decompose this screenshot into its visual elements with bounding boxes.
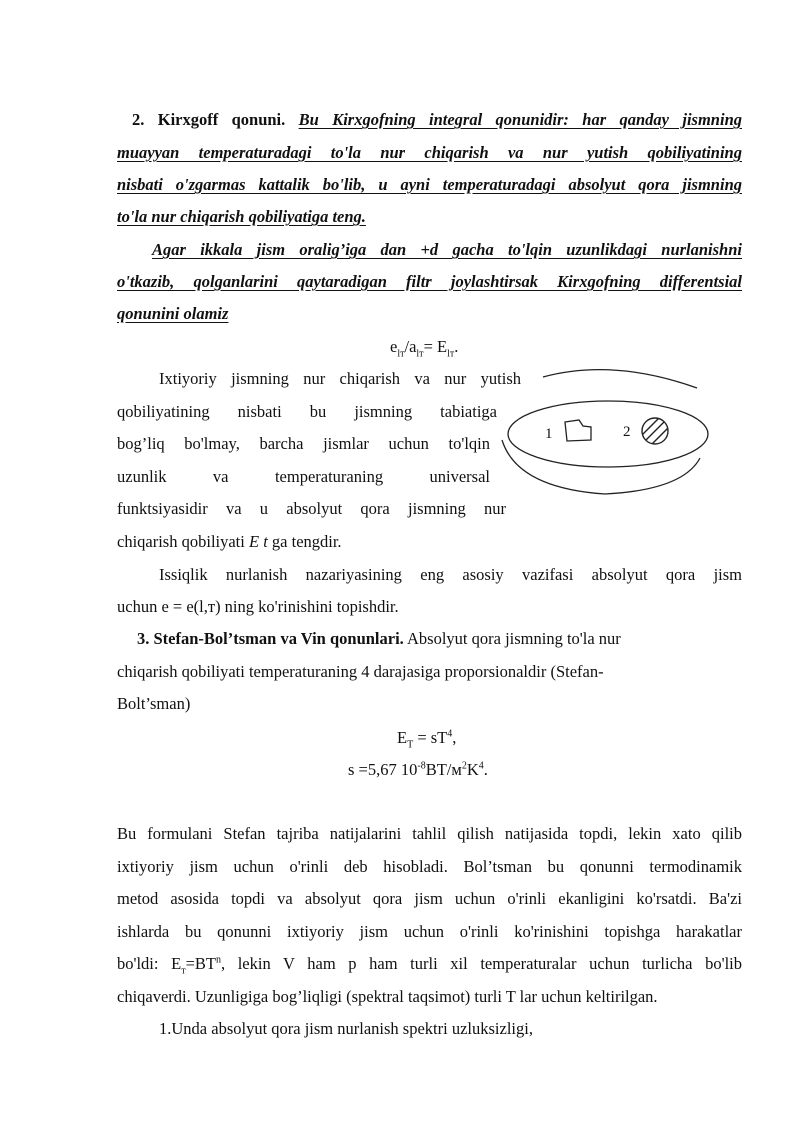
formula-part: E <box>397 728 408 747</box>
body-text-6 <box>117 531 342 553</box>
body-text-2: qobiliyatining nisbati bu jismning tabiatiga <box>117 402 497 421</box>
formula-superscript: 4 <box>478 760 484 772</box>
formula-part: BT/м <box>425 760 462 779</box>
formula-part: /a <box>404 337 417 356</box>
stefan-boltzmann-formula <box>397 727 456 749</box>
definition-text-3: nisbati o'zgarmas kattalik bo'lib, u ayni temperaturadagi absolyut qora jismning <box>117 175 742 194</box>
formula-part: = sT <box>413 728 448 747</box>
two-bodies-figure <box>495 360 720 510</box>
formula-part: . <box>483 760 488 779</box>
section3-line3: Bolt’sman) <box>117 694 191 713</box>
section3-heading: 3. Stefan-Bol’tsman va Vin qonunlari. <box>137 629 404 648</box>
formula-subscript: lт <box>397 348 405 360</box>
body-text-4: uzunlik va temperaturaning universal <box>117 467 490 486</box>
body1-label: 1 <box>545 426 553 442</box>
body2-hatching <box>630 407 680 455</box>
formula-subscript: T <box>407 739 414 751</box>
text-part: , lekin V ham p ham turli xil temperaturalar uchun turlicha bo'lib <box>220 954 743 973</box>
stefan-constant-formula <box>348 759 488 781</box>
body2-label: 2 <box>623 424 631 440</box>
formula-superscript: 2 <box>461 760 467 772</box>
task-text-1: Issiqlik nurlanish nazariyasining eng asosiy vazifasi absolyut qora jism <box>159 565 742 584</box>
text-part: ga tengdir. <box>267 532 342 551</box>
paragraph-line5 <box>117 953 742 975</box>
list-item-1: 1.Unda absolyut qora jism nurlanish spektri uzluksizligi, <box>159 1019 533 1038</box>
formula-subscript: lт <box>416 348 424 360</box>
enclosure-ellipse <box>508 401 708 467</box>
formula-subscript: lт <box>447 348 455 360</box>
body1-shape <box>565 420 591 441</box>
body-text-3: bog’liq bo'lmay, barcha jismlar uchun to'lqin <box>117 434 490 453</box>
body-text-5: funktsiyasidir va u absolyut qora jismning nur <box>117 499 506 518</box>
definition-text-4: to'la nur chiqarish qobiliyatiga teng. <box>117 207 366 226</box>
section2-line1 <box>132 109 742 131</box>
differential-text-1: Agar ikkala jism oralig’iga dan +d gacha to'lqin uzunlikdagi nurlanishni <box>152 240 742 259</box>
formula-superscript: 4 <box>447 728 453 740</box>
formula-part: . <box>454 337 459 356</box>
section3-line2: chiqarish qobiliyati temperaturaning 4 darajasiga proporsionaldir (Stefan- <box>117 662 604 681</box>
text-part: =BT <box>185 954 216 973</box>
differential-text-3: qonunini olamiz <box>117 304 229 323</box>
kirchhoff-formula <box>390 336 458 358</box>
paragraph-line1: Bu formulani Stefan tajriba natijalarini tahlil qilish natijasida topdi, lekin xato qilib <box>117 824 742 843</box>
paragraph-line6: chiqaverdi. Uzunligiga bog’liqligi (spektral taqsimot) turli T lar uchun keltirilgan. <box>117 987 658 1006</box>
formula-superscript: -8 <box>417 760 426 772</box>
formula-part: , <box>452 728 457 747</box>
differential-text-2: o'tkazib, qolganlarini qaytaradigan filtr joylashtirsak Kirxgofning differentsial <box>117 272 742 291</box>
formula-part: s =5,67 10 <box>348 760 418 779</box>
text-italic: E t <box>248 532 268 551</box>
paragraph-line2: ixtiyoriy jism uchun o'rinli deb hisobladi. Bol’tsman bu qonunni termodinamik <box>117 857 742 876</box>
text-part: bo'ldi: E <box>117 954 182 973</box>
section3-line1 <box>137 628 621 650</box>
text-part: chiqarish qobiliyati <box>117 532 249 551</box>
formula-superscript: n <box>215 954 221 966</box>
task-text-2: uchun e = e(l,т) ning ko'rinishini topishdir. <box>117 597 399 616</box>
formula-part: = E <box>423 337 448 356</box>
definition-text-1: Bu Kirxgofning integral qonunidir: har qanday jismning <box>298 110 742 129</box>
formula-subscript: т <box>181 965 186 977</box>
formula-part: e <box>390 337 398 356</box>
paragraph-line3: metod asosida topdi va absolyut qora jism uchun o'rinli ekanligini ko'rsatdi. Ba'zi <box>117 889 742 908</box>
formula-part: K <box>466 760 479 779</box>
section2-heading: 2. Kirxgoff qonuni. <box>132 110 286 129</box>
reflector-arc-top <box>543 370 697 388</box>
definition-text-2: muayyan temperaturadagi to'la nur chiqarish va nur yutish qobiliyatining <box>117 143 742 162</box>
text-part: Absolyut qora jismning to'la nur <box>403 629 621 648</box>
paragraph-line4: ishlarda bu qonunni ixtiyoriy jism uchun o'rinli ko'rinishini topishga harakatlar <box>117 922 742 941</box>
body-text-1: Ixtiyoriy jismning nur chiqarish va nur yutish <box>159 369 521 388</box>
